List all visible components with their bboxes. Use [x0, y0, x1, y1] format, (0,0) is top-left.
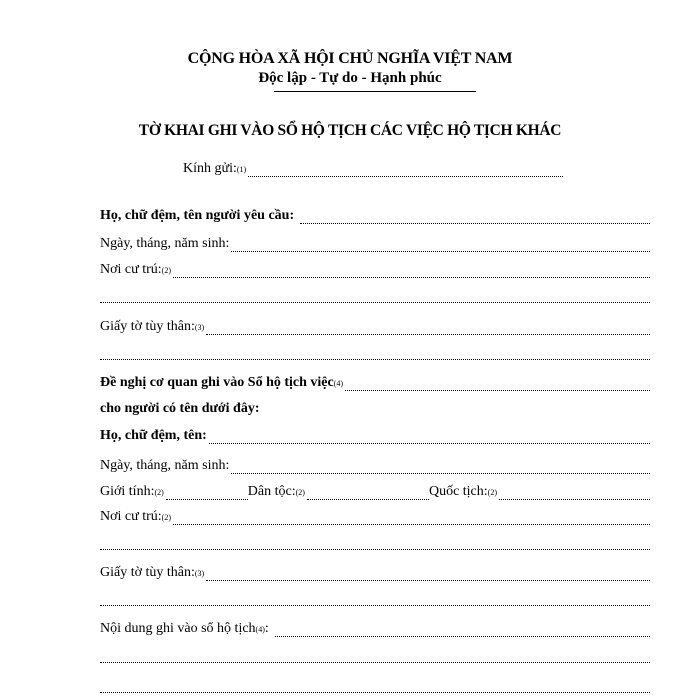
ethnicity-field[interactable]	[307, 487, 429, 500]
subject-name-row	[100, 428, 650, 448]
requester-dob-label: Ngày, tháng, năm sinh:	[100, 236, 230, 251]
requester-id-line-2[interactable]	[100, 359, 650, 360]
content-row: Nội dung ghi vào sổ hộ tịch (4) :	[100, 621, 650, 641]
requester-residence-label: Nơi cư trú:	[100, 262, 162, 277]
subject-id-label: Giấy tờ tùy thân:	[100, 565, 195, 580]
gender-field[interactable]	[166, 487, 248, 500]
request-row: Đề nghị cơ quan ghi vào Sổ hộ tịch việc (4)	[100, 375, 650, 395]
subject-residence-field[interactable]	[173, 512, 650, 525]
subject-residence-label: Nơi cư trú:	[100, 509, 162, 524]
national-header: CỘNG HÒA XÃ HỘI CHỦ NGHĨA VIỆT NAM	[187, 50, 513, 67]
ethnicity-label: Dân tộc:	[247, 484, 296, 499]
gender-label: Giới tính:	[100, 484, 155, 499]
request-label: Đề nghị cơ quan ghi vào Sổ hộ tịch việc	[100, 375, 334, 390]
subject-residence-row: Nơi cư trú: (2)	[100, 509, 650, 529]
subject-id-line-2[interactable]	[100, 605, 650, 606]
subject-name-label: Họ, chữ đệm, tên:	[100, 428, 207, 443]
requester-id-label: Giấy tờ tùy thân:	[100, 319, 195, 334]
document-title: TỜ KHAI GHI VÀO SỔ HỘ TỊCH CÁC VIỆC HỘ TỊCH KHÁC	[138, 122, 562, 139]
requester-name-field[interactable]	[300, 211, 650, 224]
subject-id-row: Giấy tờ tùy thân: (3)	[100, 565, 650, 585]
addressee-field[interactable]	[248, 164, 563, 177]
subject-id-field[interactable]	[206, 568, 650, 581]
nationality-field[interactable]	[499, 487, 650, 500]
request-for-label: cho người có tên dưới đây:	[100, 401, 260, 416]
requester-residence-line-2[interactable]	[100, 302, 650, 303]
requester-id-field[interactable]	[206, 322, 650, 335]
subject-name-field[interactable]	[209, 431, 650, 444]
requester-residence-row: Nơi cư trú: (2)	[100, 262, 650, 282]
motto: Độc lập - Tự do - Hạnh phúc	[258, 70, 442, 86]
subject-attributes-row: Giới tính: (2) Dân tộc: (2) Quốc tịch: (2)	[100, 484, 650, 504]
request-field[interactable]	[345, 378, 650, 391]
requester-name-label: Họ, chữ đệm, tên người yêu cầu:	[100, 208, 295, 223]
request-for-row	[100, 401, 650, 421]
requester-id-row: Giấy tờ tùy thân: (3)	[100, 319, 650, 339]
content-line-3[interactable]	[100, 692, 650, 693]
content-line-2[interactable]	[100, 662, 650, 663]
requester-name-row	[100, 208, 650, 228]
addressee-row: Kính gửi: (1)	[183, 161, 563, 181]
subject-dob-label: Ngày, tháng, năm sinh:	[100, 458, 230, 473]
content-colon: :	[264, 621, 269, 636]
requester-dob-row	[100, 236, 650, 256]
motto-underline	[274, 91, 476, 92]
subject-dob-field[interactable]	[231, 461, 650, 474]
content-field[interactable]	[275, 624, 650, 637]
subject-residence-line-2[interactable]	[100, 549, 650, 550]
requester-residence-field[interactable]	[173, 265, 650, 278]
content-label: Nội dung ghi vào sổ hộ tịch	[100, 621, 256, 636]
addressee-label: Kính gửi:	[183, 161, 237, 176]
requester-dob-field[interactable]	[231, 239, 650, 252]
subject-dob-row	[100, 458, 650, 478]
nationality-label: Quốc tịch:	[428, 484, 488, 499]
